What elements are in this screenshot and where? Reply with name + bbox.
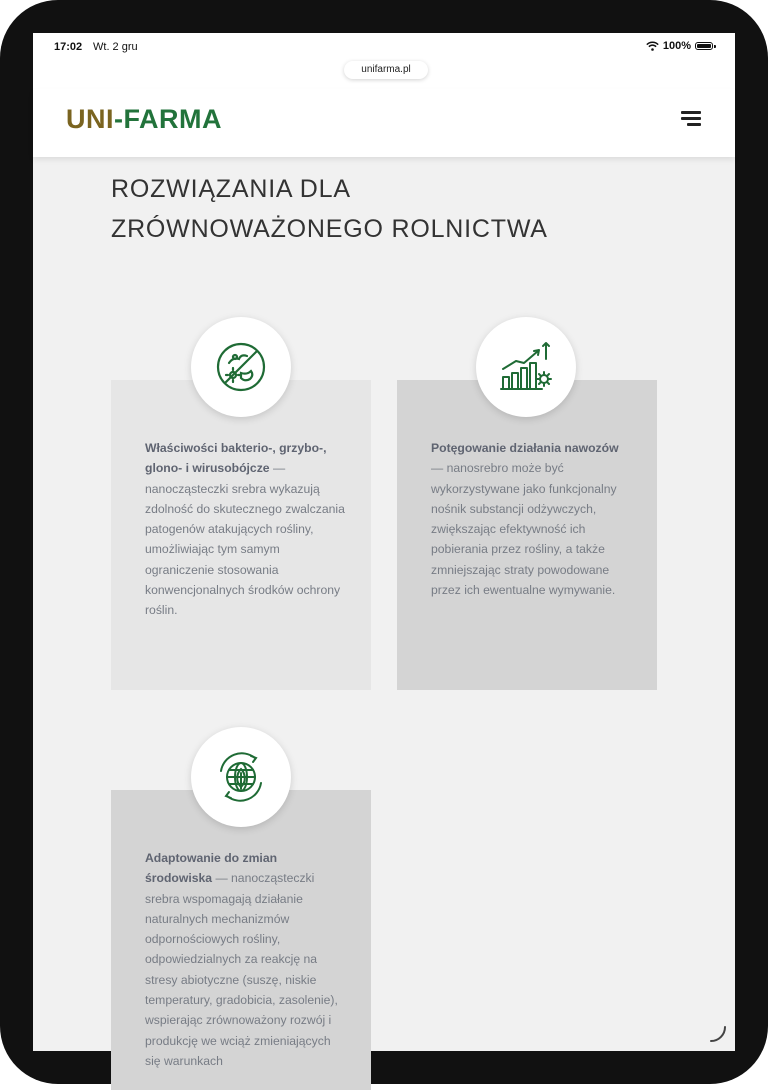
- battery-percentage: 100%: [662, 40, 691, 52]
- card-body-text: — nanosrebro może być wykorzystywane jako funkcjonalny nośnik substancji odżywczych, zwiększając efektywność ich pobierania przez rośliny, a także zmniejszając straty powodowane przez ich ewentualne wymywanie.: [431, 461, 617, 598]
- status-bar: [33, 33, 735, 59]
- logo-part-farma: -FARMA: [114, 104, 222, 134]
- hamburger-icon-line: [681, 117, 701, 120]
- main-content: [33, 157, 735, 1068]
- status-time: 17:02: [54, 41, 83, 53]
- card-heading: Potęgowanie działania nawozów: [431, 441, 619, 455]
- url-field[interactable]: unifarma.pl: [344, 61, 428, 79]
- hamburger-icon-line: [687, 123, 701, 126]
- status-indicators: [646, 40, 713, 52]
- logo-part-uni: UNI: [66, 104, 114, 134]
- site-header: [33, 89, 735, 157]
- section-title-line-1: ROZWIĄZANIA DLA: [111, 175, 351, 203]
- card-body-text: — nanocząsteczki srebra wykazują zdolność do skutecznego zwalczania patogenów atakujących rośliny, umożliwiając tym samym ograniczenie stosowania konwencjonalnych środków ochrony roślin.: [145, 461, 345, 618]
- screen: [33, 33, 735, 1068]
- feature-card-fertilizer: [397, 380, 657, 690]
- card-heading: Adaptowanie do zmian środowiska: [145, 851, 278, 886]
- section-title: [111, 169, 591, 249]
- corner-indicator-icon: [707, 1023, 727, 1043]
- globe-leaf-icon-badge: [191, 727, 291, 827]
- antimicrobial-icon-badge: [191, 317, 291, 417]
- card-heading: Właściwości bakterio-, grzybo-, glono- i wirusobójcze: [145, 441, 327, 476]
- globe-leaf-icon: [213, 749, 269, 805]
- battery-icon: [695, 42, 713, 50]
- site-logo[interactable]: [66, 104, 222, 135]
- card-body-text: — nanocząsteczki srebra wspomagają działanie naturalnych mechanizmów odpornościowych rośliny, odpowiedzialnych za reakcję na stresy abiotyczne (suszę, niskie temperatury, gradobicia, zasolenie), wspierając zrównoważony rozwój i produkcję we wciąż zmieniających się warunkach: [145, 871, 338, 1068]
- card-description: [145, 438, 345, 621]
- card-description: [145, 848, 345, 1071]
- card-description: [431, 438, 631, 600]
- section-title-line-2: ZRÓWNOWAŻONEGO ROLNICTWA: [111, 215, 548, 243]
- growth-chart-icon: [498, 339, 554, 395]
- feature-card-antimicrobial: [111, 380, 371, 690]
- status-date: Wt. 2 gru: [93, 41, 138, 53]
- antimicrobial-icon: [213, 339, 269, 395]
- menu-button[interactable]: [679, 109, 701, 129]
- hamburger-icon-line: [681, 111, 701, 114]
- growth-chart-icon-badge: [476, 317, 576, 417]
- browser-address-bar: [33, 59, 735, 89]
- wifi-icon: [646, 41, 659, 51]
- feature-card-adaptation: [111, 790, 371, 1090]
